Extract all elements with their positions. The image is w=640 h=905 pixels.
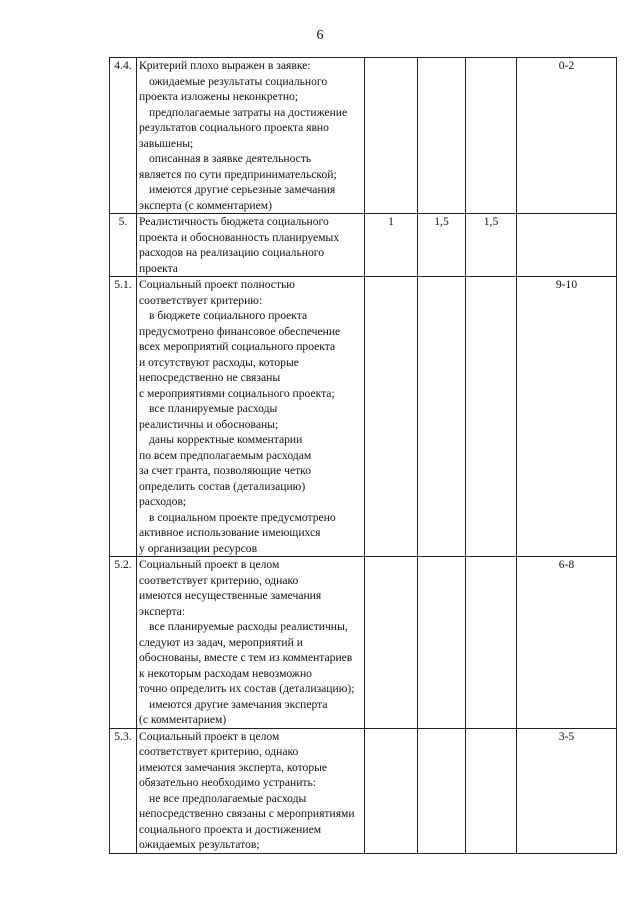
- score-cell: [466, 58, 517, 214]
- score-cell: [418, 277, 466, 557]
- criterion-number: 5.1.: [110, 277, 137, 557]
- description-line: с мероприятиями социального проекта;: [139, 386, 335, 400]
- score-range: 3-5: [517, 728, 617, 853]
- score-cell: [418, 557, 466, 729]
- page-number: 6: [316, 28, 324, 43]
- criterion-number: 5.: [110, 214, 137, 277]
- table-row: [110, 58, 617, 214]
- description-line: соответствует критерию, однако: [139, 745, 299, 758]
- description-line: реалистичны и обоснованы;: [139, 417, 279, 431]
- description-line: по всем предполагаемым расходам: [139, 448, 312, 462]
- score-cell: [466, 277, 517, 557]
- description-line: активное использование имеющихся: [139, 526, 321, 539]
- criterion-description: [137, 728, 365, 853]
- description-line: результатов социального проекта явно: [139, 121, 329, 134]
- score-cell: [365, 728, 418, 853]
- description-line: проекта и обоснованность планируемых: [139, 230, 340, 244]
- description-line: следуют из задач, мероприятий и: [139, 635, 303, 649]
- description-line: за счет гранта, позволяющие четко: [139, 464, 311, 477]
- description-line: проекта: [139, 261, 178, 275]
- score-range: 0-2: [517, 58, 617, 214]
- description-line: имеются другие серьезные замечания: [149, 183, 336, 196]
- score-cell: 1,5: [418, 214, 466, 277]
- description-line: предполагаемые затраты на достижение: [149, 105, 348, 119]
- description-line: имеются другие замечания эксперта: [149, 697, 328, 711]
- criteria-table: [109, 57, 617, 854]
- description-line: не все предполагаемые расходы: [149, 791, 307, 805]
- score-cell: [418, 58, 466, 214]
- score-cell: 1: [365, 214, 418, 277]
- description-line: непосредственно не связаны: [139, 371, 281, 384]
- description-line: является по сути предпринимательской;: [139, 167, 337, 181]
- description-line: предусмотрено финансовое обеспечение: [139, 324, 341, 338]
- description-line: в социальном проекте предусмотрено: [149, 510, 336, 524]
- description-line: социального проекта и достижением: [139, 822, 322, 836]
- description-line: Реалистичность бюджета социального: [139, 215, 329, 228]
- table-row: [110, 214, 617, 277]
- description-line: обоснованы, вместе с тем из комментариев: [139, 651, 353, 664]
- score-cell: [365, 557, 418, 729]
- description-line: расходов на реализацию социального: [139, 246, 325, 259]
- table-row: [110, 277, 617, 557]
- score-cell: [466, 728, 517, 853]
- criterion-description: [137, 58, 365, 214]
- description-line: ожидаемых результатов;: [139, 838, 260, 851]
- description-line: все планируемые расходы реалистичны,: [149, 620, 348, 633]
- criterion-number: 5.3.: [110, 728, 137, 853]
- score-cell: [365, 58, 418, 214]
- description-line: соответствует критерию:: [139, 293, 263, 307]
- description-line: определить состав (детализацию): [139, 479, 306, 493]
- score-range: 9-10: [517, 277, 617, 557]
- description-line: (с комментарием): [139, 713, 227, 726]
- description-line: Социальный проект полностью: [139, 278, 295, 291]
- description-line: всех мероприятий социального проекта: [139, 340, 336, 353]
- criterion-number: 4.4.: [110, 58, 137, 214]
- table-row: [110, 557, 617, 729]
- description-line: расходов;: [139, 495, 187, 508]
- criterion-description: [137, 214, 365, 277]
- criterion-description: [137, 277, 365, 557]
- description-line: соответствует критерию, однако: [139, 573, 299, 587]
- description-line: к некоторым расходам невозможно: [139, 666, 312, 680]
- description-line: и отсутствуют расходы, которые: [139, 355, 299, 369]
- description-line: точно определить их состав (детализацию);: [139, 682, 355, 695]
- description-line: Социальный проект в целом: [139, 729, 280, 743]
- description-line: даны корректные комментарии: [149, 433, 303, 446]
- score-cell: [466, 557, 517, 729]
- criterion-number: 5.2.: [110, 557, 137, 729]
- description-line: у организации ресурсов: [139, 541, 258, 555]
- description-line: проекта изложены неконкретно;: [139, 90, 299, 103]
- score-range: [517, 214, 617, 277]
- description-line: Социальный проект в целом: [139, 558, 280, 571]
- description-line: эксперта (с комментарием): [139, 198, 272, 212]
- description-line: имеются несущественные замечания: [139, 589, 322, 602]
- description-line: в бюджете социального проекта: [149, 309, 308, 322]
- score-range: 6-8: [517, 557, 617, 729]
- criterion-description: [137, 557, 365, 729]
- description-line: все планируемые расходы: [149, 402, 278, 415]
- description-line: завышены;: [139, 136, 194, 150]
- description-line: имеются замечания эксперта, которые: [139, 760, 328, 774]
- score-cell: [418, 728, 466, 853]
- description-line: непосредственно связаны с мероприятиями: [139, 807, 355, 820]
- score-cell: 1,5: [466, 214, 517, 277]
- description-line: Критерий плохо выражен в заявке:: [139, 59, 311, 72]
- description-line: ожидаемые результаты социального: [149, 74, 328, 88]
- table-row: [110, 728, 617, 853]
- description-line: эксперта:: [139, 604, 186, 618]
- description-line: обязательно необходимо устранить:: [139, 776, 316, 789]
- description-line: описанная в заявке деятельность: [149, 152, 312, 165]
- score-cell: [365, 277, 418, 557]
